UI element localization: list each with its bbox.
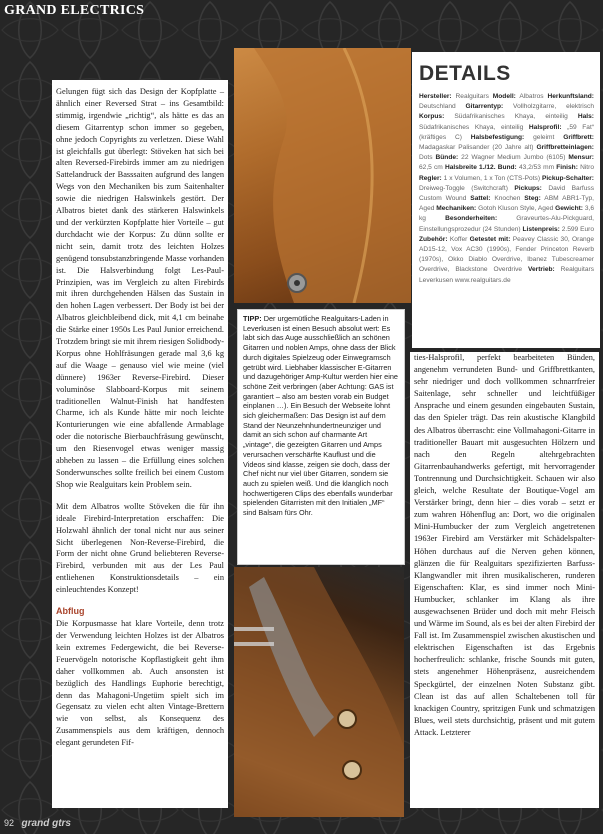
section-title: GRAND ELECTRICS	[4, 3, 145, 18]
spec-value: Vollholzgitarre, elektrisch	[503, 103, 594, 111]
tip-label: TIPP:	[243, 314, 262, 323]
spec-key: Pickups:	[514, 184, 542, 192]
spec-value: 1 x Volumen, 1 x Ton (CTS-Pots)	[441, 174, 542, 182]
spec-key: Mensur:	[568, 154, 594, 162]
spec-key: Bünde:	[435, 154, 459, 162]
spec-value: 22 Wagner Medium Jumbo (6105)	[458, 154, 569, 162]
body-illustration	[234, 567, 404, 817]
spec-value: 3,6 kg	[419, 205, 595, 223]
body-paragraph: Gelungen fügt sich das Design der Kopfplatte – ähnlich einer Reversed Strat – ins Gesamtbild: stimmig, irgendwie „richtig“, als hätte es das an diesem Gitarrentyp schon immer so gegeben, ohne jedoch Copyrights zu verletzen. Diese Wahl ist gleichfalls gut überlegt: Stöveken hat sich bei alten Reversed-Firebirds immer am zu niedrigen Sattelandruck der Basssaiten aufgrund des langen Wegs von den Mechaniken bis zum Saitenhalter sowie die niedrigen Halswinkels gestört. Der Albatros bietet dank des stärkeren Halswinkels und der verkürzten Kopfplatte hier Vorteile – gut durchdacht wie der Korpus: Zu dünn sollte er nicht sein, damit trotz des leichten Holzes genügend tonsubstanzbringende Masse vorhanden ist. Die Halsverbindung folgt Les-Paul-Prinzipien, was im Vergleich zu alten Firebirds mit ihren durchgehenden Hälsen das Sustain in den hohen Lagen verbessert. Der Body ist bei der Albatros gleichbleibend dick, mit 4,1 cm beinahe die Stärke einer 1950s Les Paul Junior erreichend. Trotzdem bringt sie mit ihrem riesigen Solidbody-Korpus ohne Hohlfräsungen gerade mal 3,6 kg auf die Waage – genauso viel wie meine (viel dünnere) 1963er Reverse-Firebird. Dieser voluminöse Slabboard-Korpus mit seinem traditionellen Walnut-Finish hat handfesten Charme, ich als Kunde hätte mir noch leichte Konturierungen wie eine abfallende Armablage oder die notorische Bierbauchfräsung gewünscht, um den Riesenvogel etwas weniger massig abheben zu lassen – die Erfüllung eines solchen Sonderwunsches sollte freilich bei einem Custom Shop wie Realguitars kein Problem sein.	[56, 87, 224, 489]
spec-key: Pickup-Schalter:	[541, 174, 594, 182]
page-footer	[4, 818, 71, 829]
spec-key: Griffbretteinlagen:	[536, 144, 594, 152]
spec-key: Listenpreis:	[522, 225, 560, 233]
spec-key: Korpus:	[419, 113, 445, 121]
spec-value: Deutschland	[419, 103, 466, 111]
body-paragraph: ties-Halsprofil, perfekt bearbeiteten Bünden, angenehm verrundeten Bund- und Griffbrettkanten, sehr niedriger und doch vollkommen schnarrfreier Saitenlage, sehr schneller und leichtfüßiger Ansprache und einem gesunden eingebauten Sustain, das den Spieler trägt. Das rein akustische Klangbild des Albatros überrascht: eine Vollmahagoni-Gitarre in traditioneller Bauart mit ausgesuchten Hölzern und nach den Regeln altehrgebrachten Gitarrenbauhandwerks gefertigt, mit hervorragender Tontrennung und Durchsichtigkeit. Schauen wir also gleich, welche Resultate der Boutique-Vogel am Verstärker bringt, denn hier – dies vorab – setzt er zum wahren Höhenflug an: Dort, wo die originalen Mini-Humbucker der zum Vergleich angetretenen 1963er Firebird am Verstärker mit Schädelspalter-Höhen durchaus auf die Nerven gehen können, glänzen die für Realguitars spezifizierten Barfuss-Klangwandler mit ihren musikalischeren, runderen Eigenschaften: Klar, es sind immer noch Mini-Humbucker, schlanker im Klang als ihre ausgewachsenen Brüder und doch mit mehr Fleisch und Wärme im Sound, als es bei der alten Firebird der Fall ist. Im Zusammenspiel zwischen akustischen und elektrischen Eigenschaften ist das Ergebnis hocherfreulich: schlanke, frische Sounds mit guten, stets angenehmer Höhenpräsenz, ausreichendem Speckgürtel, der einzelnen Noten Substanz gibt. Clean ist das auf allen Schaltebenen toll für knackigen Country, spritzigen Funk und schmatzigen Blues, weil stets durchsichtig, präsent und mit gutem Attack. Letzterer	[414, 353, 595, 737]
spec-key: Hersteller:	[419, 93, 452, 100]
spec-key: Halsprofil:	[528, 123, 562, 131]
spec-value: geleimt	[524, 133, 564, 141]
spec-key: Modell:	[492, 93, 516, 100]
guitar-body-photo	[234, 567, 404, 817]
spec-value: David Barfuss Custom Wound	[419, 184, 594, 203]
spec-value: Dots	[419, 154, 436, 162]
spec-value: 2.599 Euro	[559, 225, 594, 233]
spec-key: Zubehör:	[419, 235, 448, 243]
spec-key: Sattel:	[470, 195, 491, 203]
spec-value: Südafrikanisches Khaya, einteilig	[444, 113, 578, 121]
subheading: Abflug	[56, 606, 85, 617]
magazine-brand: grand gtrs	[21, 818, 71, 829]
spec-key: Herkunftsland:	[547, 93, 594, 100]
spec-value: Knochen	[490, 195, 525, 203]
spec-value: Albatros	[515, 93, 548, 100]
details-title: DETAILS	[419, 62, 511, 85]
spec-value: Nitro	[577, 164, 595, 172]
tip-text: Der urgemütliche Realguitars-Laden in Leverkusen ist einen Besuch absolut wert: Es labt sich das Auge ausschließlich an schönen Gitarren und noblen Amps, ohne dass der Blick durch digitales Spielzeug oder Einwegramsch getrübt wird. Liebhaber klassischer E-Gitarren und dazugehöriger Amp-Kultur werden hier eine schöne Zeit verbringen (aber Achtung: GAS ist garantiert – also am besten vorab ein Budget einplanen …). Ein Besuch der Webseite lohnt sich gleichermaßen: Das Design ist auf dem Stand der Neunzehnhundertneunziger und damit an sich schon auf charmante Art „vintage“, die gezeigten Gitarren und Amps verursachen verschärfte Kauflust und die Videos sind klasse, zeigen sie doch, dass der Chef nicht nur viel über Gitarren, sondern sie auch zu spielen weiß. Und die klanglich noch hochwertigeren Clips des ebenfalls wunderbar spielenden Gitarristen mit den Initialen „MF“ sind Balsam fürs Ohr.	[243, 314, 398, 518]
tip-box	[237, 309, 405, 565]
spec-key: Getestet mit:	[469, 235, 511, 243]
spec-value: Peavey Classic 30, Orange AD15-12, Vox AC30 (1990s), Fender Princeton Reverb (1970s), Okko Diablo Overdrive, Ibanez Tubescreamer Overdrive, Blackstone Overdrive	[419, 235, 594, 274]
spec-key: Steg:	[524, 195, 541, 203]
body-paragraph: Mit dem Albatros wollte Stöveken die für ihn ideale Firebird-Interpretation erschaffen: Die Holzwahl ähnlich der tonal nicht nur aus seiner Sicht überlegenen Non-Reverse-Firebird, die Form der nicht ohne Grund beliebteren Reverse-Firebird, verbunden mit aus der Les Paul entliehenen Konstruktionsdetails – ein einleuchtendes Konzept!	[56, 501, 224, 595]
spec-key: Finish:	[556, 164, 578, 172]
spec-value: Realguitars	[451, 93, 493, 100]
spec-key: Griffbrett:	[563, 133, 594, 141]
body-paragraph: Die Korpusmasse hat klare Vorteile, denn trotz der Verwendung leichten Holzes ist der Albatros kein extremes Federgewicht, die bei Reverse-Feuervögeln notorische Kopflastigkeit geht ihm daher vollkommen ab. Auch ansonsten ist bezüglich des Handlings Euphorie berechtigt, denn das Mahagoni-Ungetüm spielt sich im Gegensatz zu vielen echt alten Vintage-Brettern wie von selbst, als Konsequenz des Zusammenspiels aus dem kräftigen, dennoch elegant gerundeten Fif-	[56, 619, 224, 748]
details-box	[412, 52, 600, 348]
spec-value: Gotoh Kluson Style, Aged	[476, 205, 556, 213]
spec-value: 43,2/53 mm	[516, 164, 557, 172]
spec-key: Regler:	[419, 174, 442, 182]
article-right-column	[410, 352, 599, 808]
spec-value: Koffer	[447, 235, 470, 243]
spec-value: 62,5 cm	[419, 164, 445, 172]
spec-value: Graveurtes-Alu-Pickguard, Einstellungsprozedur (24 Stunden)	[419, 215, 594, 233]
spec-value: Dreiweg-Toggle (Switchcraft)	[419, 184, 515, 192]
spec-value: Madagaskar Palisander (20 Jahre alt)	[419, 144, 537, 152]
spec-value: „59 Fat“ (kräftiges C)	[419, 123, 594, 141]
spec-key: Halsbreite 1./12. Bund:	[444, 164, 517, 172]
spec-value: Realguitars Leverkusen www.realguitars.de	[419, 266, 594, 284]
spec-key: Hals:	[577, 113, 594, 121]
spec-key: Besonderheiten:	[445, 215, 498, 223]
guitar-headstock-photo	[234, 48, 411, 303]
spec-list	[419, 92, 594, 286]
spec-key: Mechaniken:	[436, 205, 477, 213]
spec-key: Gewicht:	[555, 205, 583, 213]
spec-key: Vertrieb:	[527, 266, 555, 274]
spec-value: ABM ABR1-Typ, Aged	[419, 195, 595, 213]
spec-key: Halsbefestigung:	[470, 133, 525, 141]
spec-value: Südafrikanisches Khaya, einteilig	[419, 123, 529, 131]
headstock-illustration	[234, 48, 411, 303]
page-number: 92	[4, 818, 15, 828]
article-left-column	[52, 80, 228, 808]
spec-key: Gitarrentyp:	[465, 103, 504, 111]
